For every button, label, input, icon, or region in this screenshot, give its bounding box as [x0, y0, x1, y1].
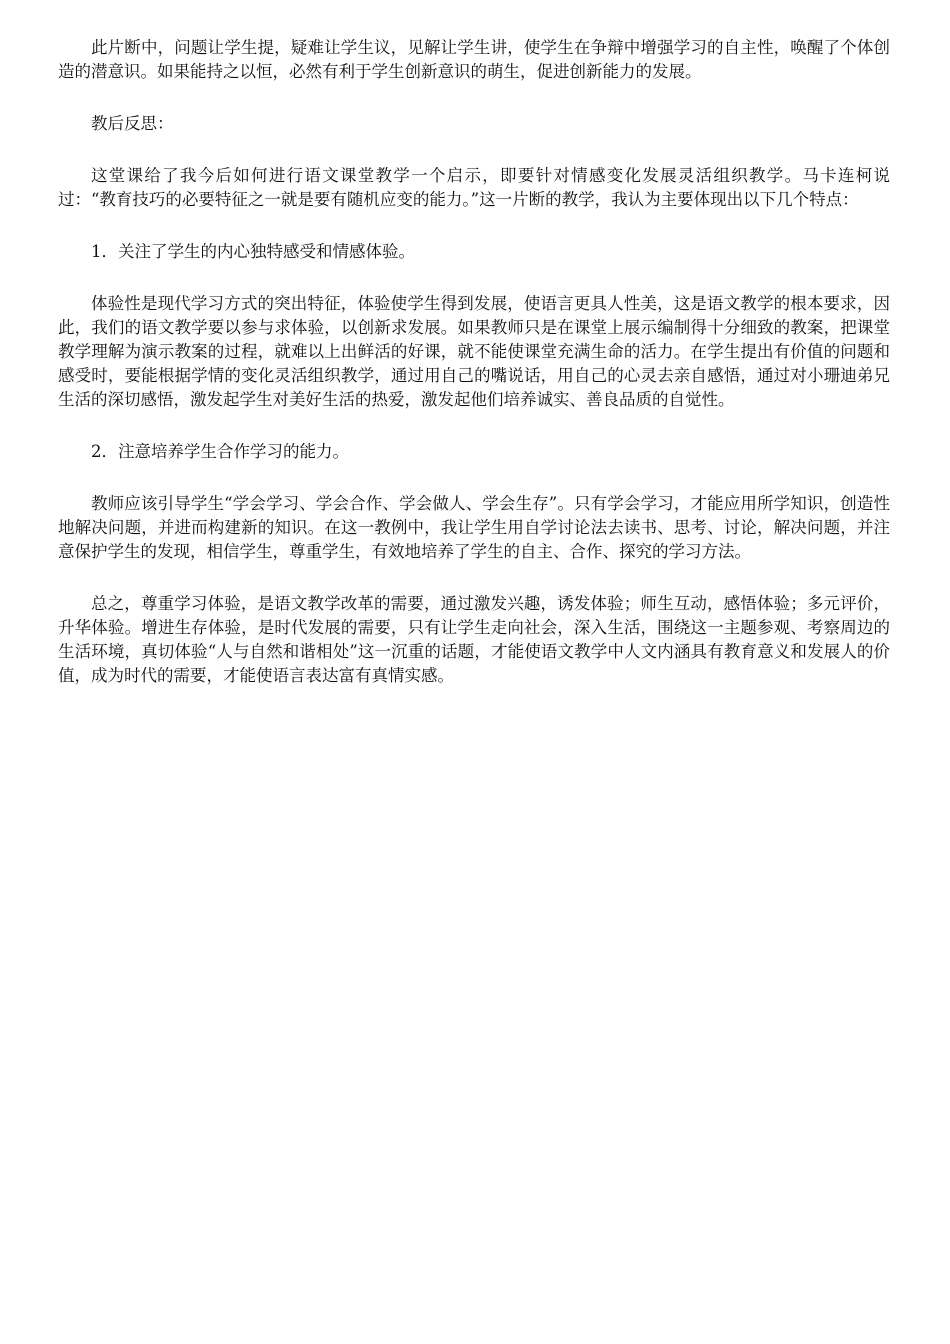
document-body [58, 36, 890, 716]
paragraph-lesson-insight: 这堂课给了我今后如何进行语文课堂教学一个启示，即要针对情感变化发展灵活组织教学。马卡连柯说过：“教育技巧的必要特征之一就是要有随机应变的能力。”这一片断的教学，我认为主要体现出以下几个特点： [58, 166, 890, 209]
paragraph-point-2: 教师应该引导学生“学会学习、学会合作、学会做人、学会生存”。只有学会学习，才能应用所学知识，创造性地解决问题，并进而构建新的知识。在这一教例中，我让学生用自学讨论法去读书、思考、讨论，解决问题，并注意保护学生的发现，相信学生，尊重学生，有效地培养了学生的自主、合作、探究的学习方法。 [58, 494, 890, 561]
heading-post-lesson-reflection: 教后反思： [91, 114, 174, 133]
point-1-heading: 1．关注了学生的内心独特感受和情感体验。 [91, 242, 415, 261]
paragraph-point-1: 体验性是现代学习方式的突出特征，体验使学生得到发展，使语言更具人性美，这是语文教学的根本要求，因此，我们的语文教学要以参与求体验，以创新求发展。如果教师只是在课堂上展示编制得十分细致的教案，把课堂教学理解为演示教案的过程，就难以上出鲜活的好课，就不能使课堂充满生命的活力。在学生提出有价值的问题和感受时，要能根据学情的变化灵活组织教学，通过用自己的嘴说话，用自己的心灵去亲自感悟，通过对小珊迪弟兄生活的深切感悟，激发起学生对美好生活的热爱，激发起他们培养诚实、善良品质的自觉性。 [58, 294, 890, 409]
point-2-heading: 2．注意培养学生合作学习的能力。 [91, 442, 349, 461]
paragraph-reflection-intro: 此片断中，问题让学生提，疑难让学生议，见解让学生讲，使学生在争辩中增强学习的自主性，唤醒了个体创造的潜意识。如果能持之以恒，必然有利于学生创新意识的萌生，促进创新能力的发展。 [58, 38, 890, 81]
paragraph-conclusion: 总之，尊重学习体验，是语文教学改革的需要，通过激发兴趣，诱发体验；师生互动，感悟体验；多元评价，升华体验。增进生存体验，是时代发展的需要，只有让学生走向社会，深入生活，围绕这一主题参观、考察周边的生活环境，真切体验“人与自然和谐相处”这一沉重的话题，才能使语文教学中人文内涵具有教育意义和发展人的价值，成为时代的需要，才能使语言表达富有真情实感。 [58, 594, 890, 685]
